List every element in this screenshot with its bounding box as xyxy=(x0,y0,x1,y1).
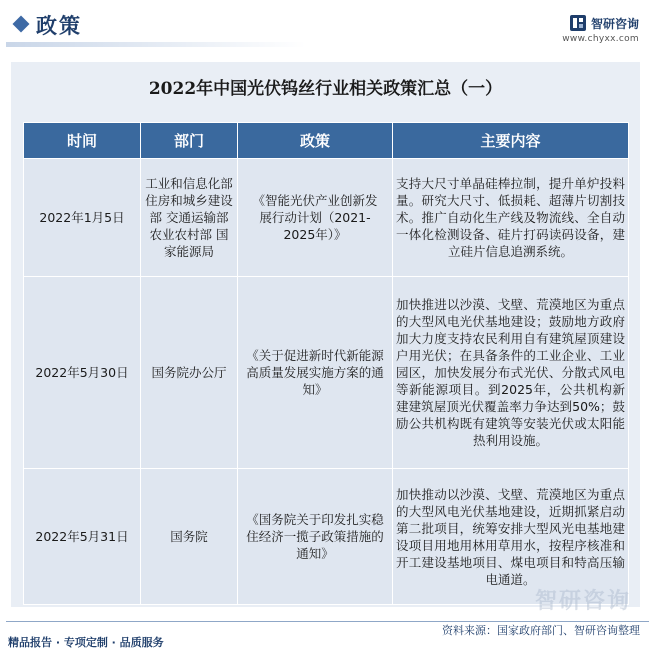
cell-time: 2022年1月5日 xyxy=(24,159,141,277)
cell-policy: 《智能光伏产业创新发展行动计划（2021-2025年）》 xyxy=(238,159,393,277)
policy-panel xyxy=(11,62,640,607)
cell-dept: 国务院办公厅 xyxy=(141,277,238,469)
policy-table xyxy=(23,122,629,605)
section-title xyxy=(12,10,82,40)
footer-source: 资料来源：国家政府部门、智研咨询整理 xyxy=(442,624,640,637)
cell-dept: 国务院 xyxy=(141,469,238,605)
cell-time: 2022年5月30日 xyxy=(24,277,141,469)
header-time: 时间 xyxy=(24,123,141,159)
table-row xyxy=(24,159,629,277)
cell-content: 支持大尺寸单晶硅棒拉制，提升单炉投料量。研究大尺寸、低损耗、超薄片切割技术。推广自动化生产线及物流线、全自动一体化检测设备、硅片打码读码设备，建立硅片信息追溯系统。 xyxy=(393,159,629,277)
table-title: 2022年中国光伏钨丝行业相关政策汇总（一） xyxy=(148,79,503,99)
footer-slogan: 精品报告 · 专项定制 · 品质服务 xyxy=(8,636,164,649)
section-title-text: 政策 xyxy=(36,14,82,38)
brand-url: www.chyxx.com xyxy=(562,34,639,44)
watermark: 智研咨询 xyxy=(534,589,631,614)
header-policy: 政策 xyxy=(238,123,393,159)
table-row xyxy=(24,277,629,469)
cell-policy: 《国务院关于印发扎实稳住经济一揽子政策措施的通知》 xyxy=(238,469,393,605)
table-header-row xyxy=(24,123,629,159)
brand-logo-icon xyxy=(569,14,587,32)
brand-name: 智研咨询 xyxy=(590,16,639,31)
cell-dept: 工业和信息化部 住房和城乡建设部 交通运输部 农业农村部 国家能源局 xyxy=(141,159,238,277)
brand xyxy=(562,14,639,44)
title-underline xyxy=(6,42,306,47)
header-dept: 部门 xyxy=(141,123,238,159)
header-content: 主要内容 xyxy=(393,123,629,159)
diamond-icon xyxy=(12,15,32,35)
cell-time: 2022年5月31日 xyxy=(24,469,141,605)
header xyxy=(0,0,655,52)
cell-content: 加快推动以沙漠、戈壁、荒漠地区为重点的大型风电光伏基地建设，近期抓紧启动第二批项目，统筹安排大型风光电基地建设项目用地用林用草用水，按程序核准和开工建设基地项目、煤电项目和特高压输电通道。 xyxy=(393,469,629,605)
cell-content: 加快推进以沙漠、戈壁、荒漠地区为重点的大型风电光伏基地建设；鼓励地方政府加大力度支持农民利用自有建筑屋顶建设户用光伏；在具备条件的工业企业、工业园区，加快发展分布式光伏、分散式风电等新能源项目。到2025年，公共机构新建建筑屋顶光伏覆盖率力争达到50%；鼓励公共机构既有建筑等安装光伏或太阳能热利用设施。 xyxy=(393,277,629,469)
cell-policy: 《关于促进新时代新能源高质量发展实施方案的通知》 xyxy=(238,277,393,469)
